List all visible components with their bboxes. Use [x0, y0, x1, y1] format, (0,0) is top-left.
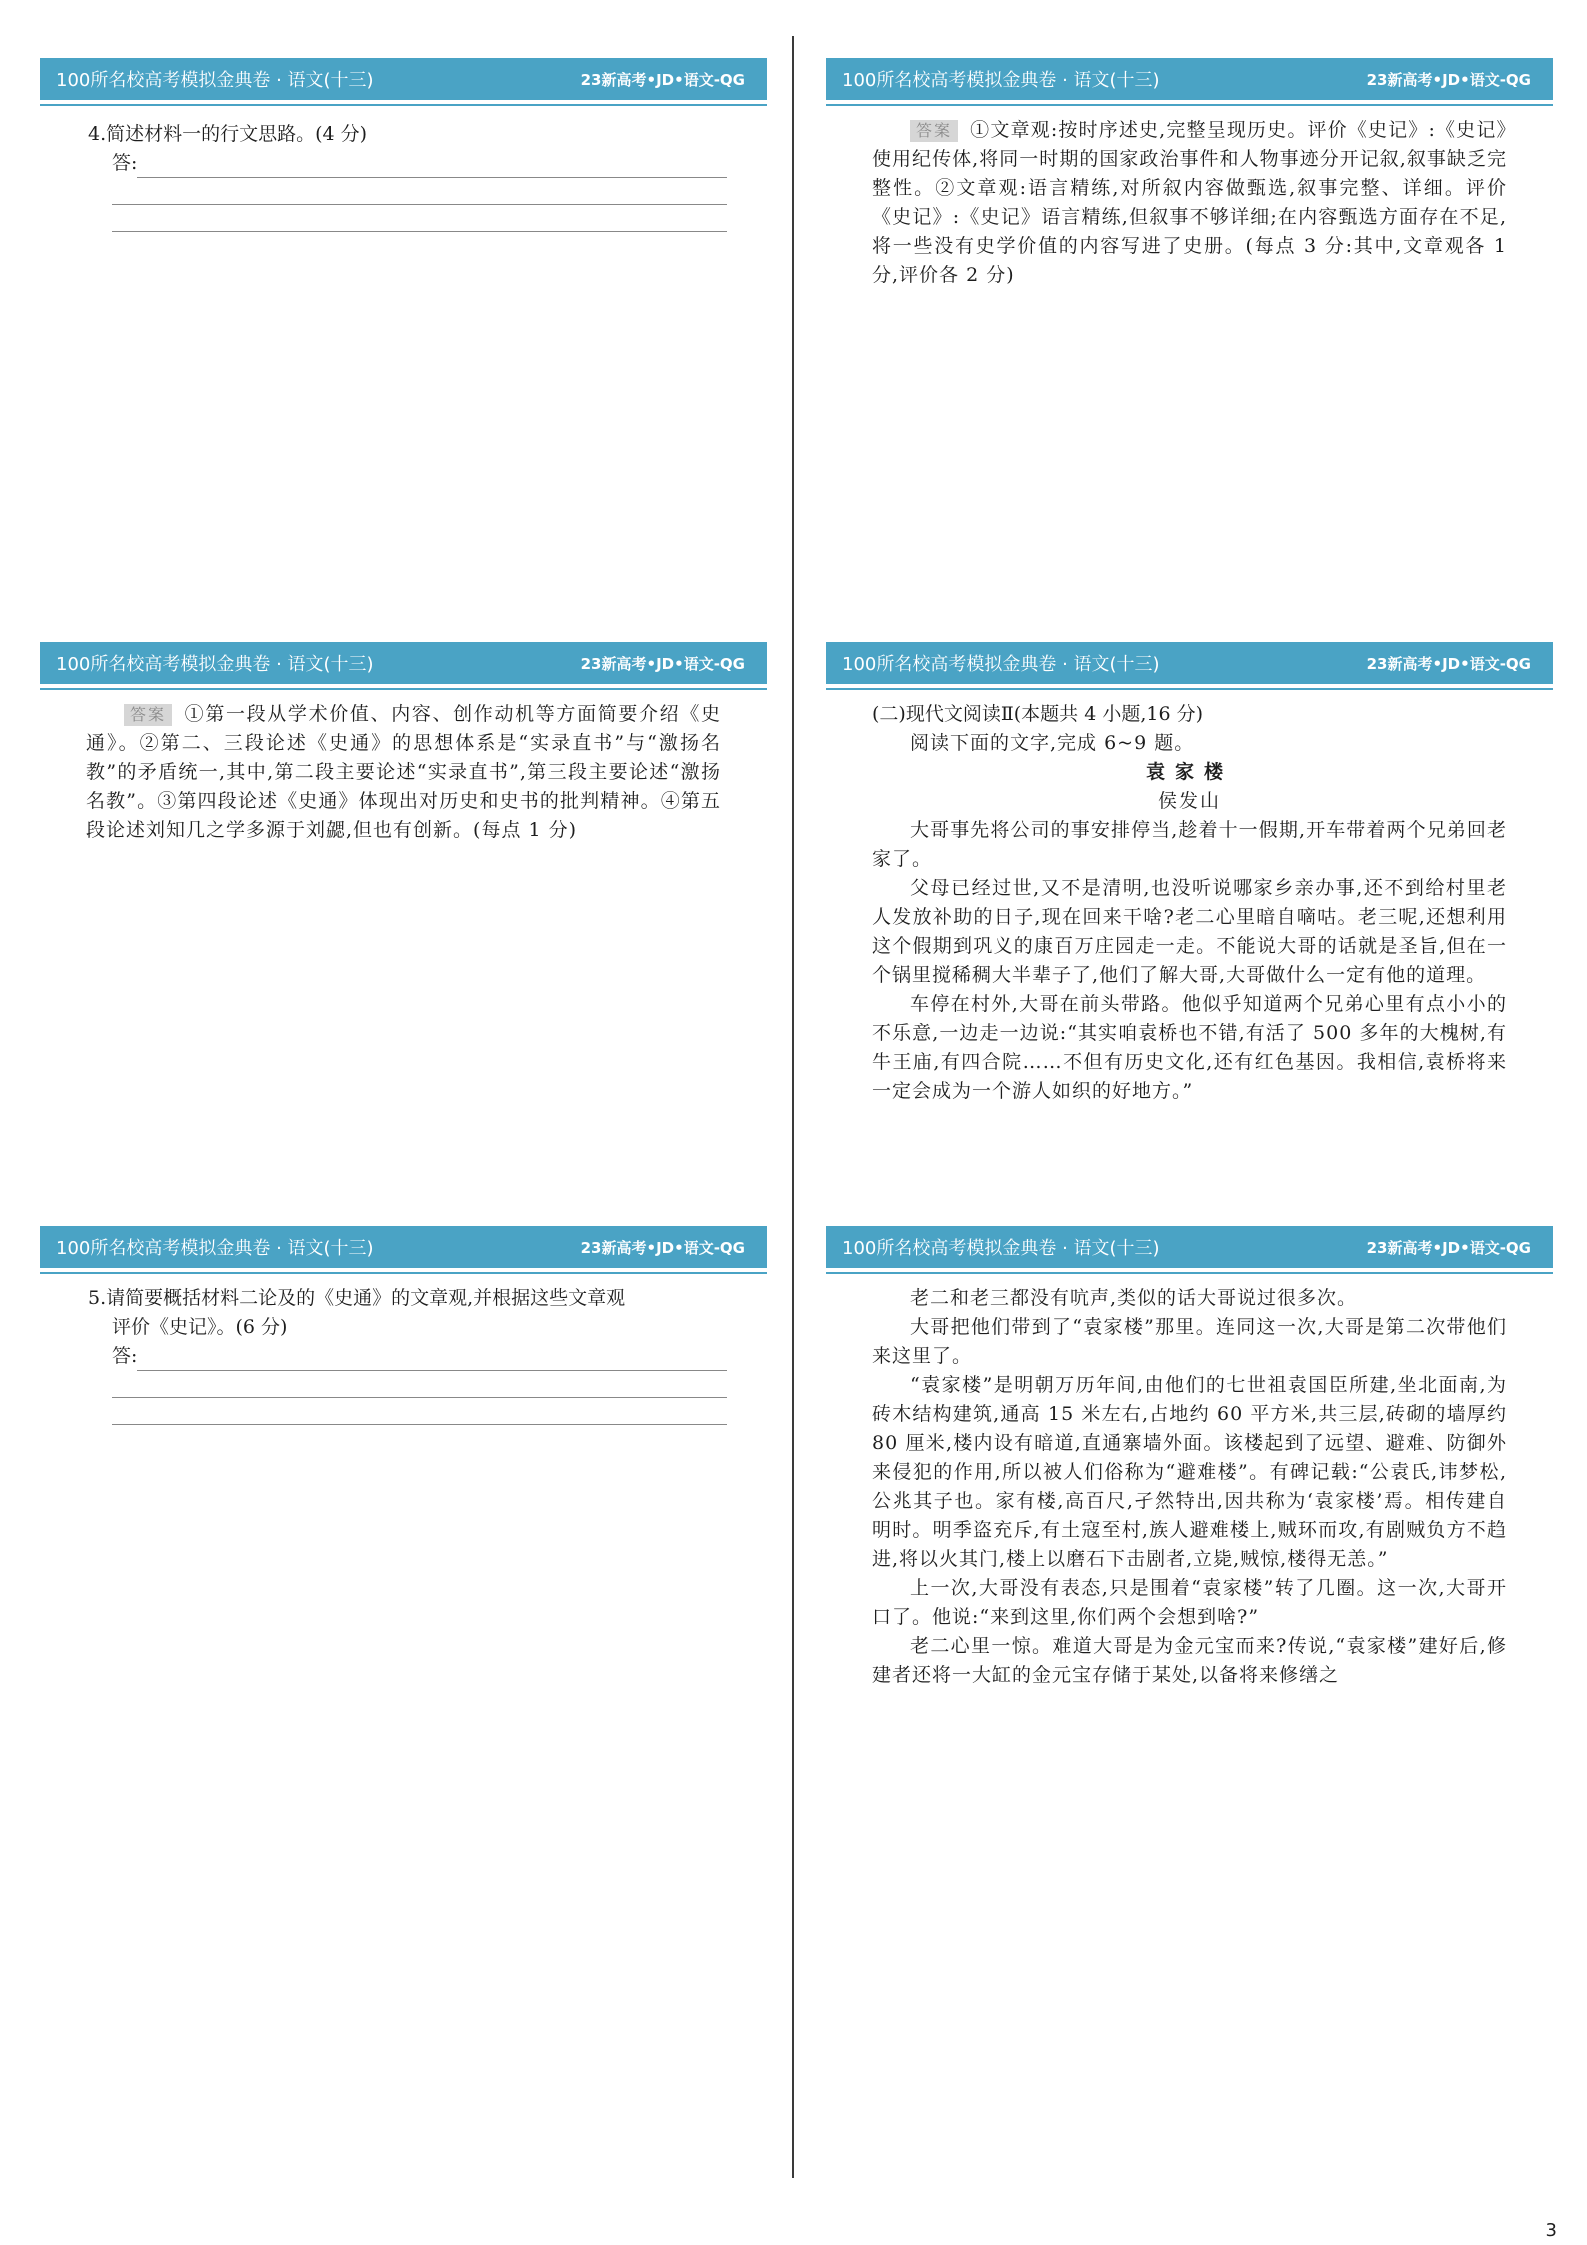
- answer-line[interactable]: [112, 1371, 727, 1398]
- answer-field[interactable]: [112, 149, 727, 178]
- header-code: 23新高考•JD•语文-QG: [580, 654, 745, 673]
- center-divider: [792, 36, 794, 2178]
- paragraph: 大哥把他们带到了“袁家楼”那里。连同这一次,大哥是第二次带他们来这里了。: [872, 1316, 1507, 1367]
- header-title: 100所名校高考模拟金典卷 · 语文(十三): [56, 70, 374, 91]
- paragraph: 老二和老三都没有吭声,类似的话大哥说过很多次。: [910, 1287, 1358, 1309]
- panel-header: [826, 58, 1553, 100]
- panel-answer-4: [40, 642, 767, 845]
- answer-label: 答:: [112, 1345, 138, 1367]
- section-heading: (二)现代文阅读Ⅱ(本题共 4 小题,16 分): [872, 703, 1203, 725]
- header-code: 23新高考•JD•语文-QG: [580, 1238, 745, 1257]
- answer-badge: 答案: [910, 120, 958, 142]
- answer-body: ①第一段从学术价值、内容、创作动机等方面简要介绍《史通》。②第二、三段论述《史通》的思想体系是“实录直书”与“激扬名教”的矛盾统一,其中,第二段主要论述“实录直书”,第三段主要论述“激扬名教”。③第四段论述《史通》体现出对历史和史书的批判精神。④第五段论述刘知几之学多源于刘勰,但也有创新。(每点 1 分): [86, 703, 721, 841]
- paragraph: 父母已经过世,又不是清明,也没听说哪家乡亲办事,还不到给村里老人发放补助的日子,现在回来干啥?老二心里暗自嘀咕。老三呢,还想利用这个假期到巩义的康百万庄园走一走。不能说大哥的话就是圣旨,但在一个锅里搅稀稠大半辈子了,他们了解大哥,大哥做什么一定有他的道理。: [872, 877, 1507, 986]
- paragraph: 老二心里一惊。难道大哥是为金元宝而来?传说,“袁家楼”建好后,修建者还将一大缸的金元宝存储于某处,以备将来修缮之: [872, 1635, 1507, 1686]
- panel-header: [40, 58, 767, 100]
- answer-line[interactable]: [112, 178, 727, 205]
- instruction: 阅读下面的文字,完成 6~9 题。: [910, 732, 1195, 754]
- header-title: 100所名校高考模拟金典卷 · 语文(十三): [842, 654, 1160, 675]
- paragraph: 上一次,大哥没有表态,只是围着“袁家楼”转了几圈。这一次,大哥开口了。他说:“来到这里,你们两个会想到啥?”: [872, 1577, 1507, 1628]
- header-title: 100所名校高考模拟金典卷 · 语文(十三): [56, 654, 374, 675]
- panel-header: [826, 1226, 1553, 1268]
- header-title: 100所名校高考模拟金典卷 · 语文(十三): [842, 1238, 1160, 1259]
- answer-field[interactable]: [112, 1342, 727, 1371]
- panel-q4: [40, 58, 767, 232]
- header-code: 23新高考•JD•语文-QG: [1366, 70, 1531, 89]
- page-number: 3: [1545, 2220, 1557, 2241]
- panel-answer-5: [826, 58, 1553, 290]
- header-code: 23新高考•JD•语文-QG: [1366, 1238, 1531, 1257]
- story-author: 侯发山: [1157, 790, 1221, 812]
- answer-line: [137, 1348, 727, 1371]
- paragraph: 大哥事先将公司的事安排停当,趁着十一假期,开车带着两个兄弟回老家了。: [872, 819, 1507, 870]
- panel-header: [826, 642, 1553, 684]
- header-code: 23新高考•JD•语文-QG: [1366, 654, 1531, 673]
- panel-reading-continued: [826, 1226, 1553, 1690]
- header-title: 100所名校高考模拟金典卷 · 语文(十三): [842, 70, 1160, 91]
- answer-line[interactable]: [112, 205, 727, 232]
- answer-text: [872, 116, 1507, 290]
- paragraph: 车停在村外,大哥在前头带路。他似乎知道两个兄弟心里有点小小的不乐意,一边走一边说:“其实咱袁桥也不错,有活了 500 多年的大槐树,有牛王庙,有四合院……不但有历史文化,还有红色基因。我相信,袁桥将来一定会成为一个游人如织的好地方。”: [872, 993, 1507, 1102]
- answer-line[interactable]: [112, 1398, 727, 1425]
- question-5-line1: 5.请简要概括材料二论及的《史通》的文章观,并根据这些文章观: [88, 1287, 626, 1309]
- header-code: 23新高考•JD•语文-QG: [580, 70, 745, 89]
- answer-line: [137, 155, 727, 178]
- answer-body: ①文章观:按时序述史,完整呈现历史。评价《史记》:《史记》使用纪传体,将同一时期的国家政治事件和人物事迹分开记叙,叙事缺乏完整性。②文章观:语言精练,对所叙内容做甄选,叙事完整、详细。评价《史记》:《史记》语言精练,但叙事不够详细;在内容甄选方面存在不足,将一些没有史学价值的内容写进了史册。(每点 3 分:其中,文章观各 1 分,评价各 2 分): [872, 119, 1507, 286]
- panel-q5: [40, 1226, 767, 1425]
- question-5-line2: 评价《史记》。(6 分): [112, 1316, 288, 1338]
- question-4: 4.简述材料一的行文思路。(4 分): [88, 123, 368, 145]
- panel-header: [40, 642, 767, 684]
- panel-reading: [826, 642, 1553, 1106]
- answer-text: [86, 700, 721, 845]
- paragraph: “袁家楼”是明朝万历年间,由他们的七世祖袁国臣所建,坐北面南,为砖木结构建筑,通高 15 米左右,占地约 60 平方米,共三层,砖砌的墙厚约 80 厘米,楼内设有暗道,直通寨墙外面。该楼起到了远望、避难、防御外来侵犯的作用,所以被人们俗称为“避难楼”。有碑记载:“公袁氏,讳梦松,公兆其子也。家有楼,高百尺,孑然特出,因共称为‘袁家楼’焉。相传建自明时。明季盗充斥,有土寇至村,族人避难楼上,贼环而攻,有剧贼负方不趋进,将以火其门,楼上以磨石下击剧者,立毙,贼惊,楼得无恙。”: [872, 1374, 1507, 1570]
- answer-badge: 答案: [124, 704, 172, 726]
- story-title: 袁家楼: [1145, 761, 1233, 783]
- panel-header: [40, 1226, 767, 1268]
- header-title: 100所名校高考模拟金典卷 · 语文(十三): [56, 1238, 374, 1259]
- answer-label: 答:: [112, 152, 138, 174]
